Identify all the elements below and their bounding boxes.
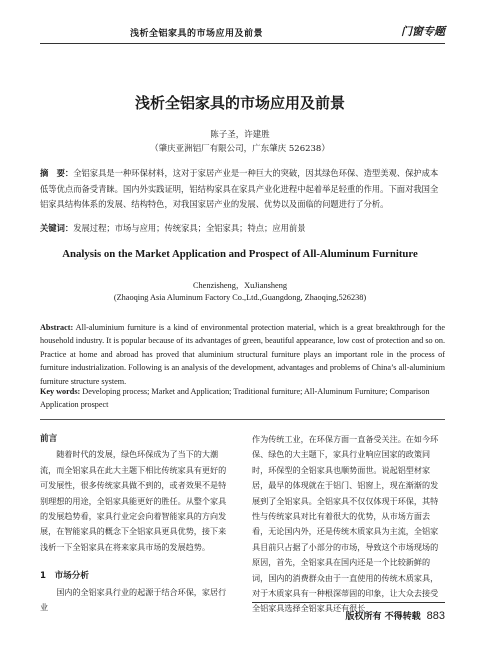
page-header (40, 22, 445, 42)
section-1-paragraph: 国内的全铝家具行业的起源于结合环保，家居行业 (40, 586, 227, 613)
abstract-cn (40, 166, 445, 213)
authors-en: Chenzisheng，XuJiansheng (192, 281, 288, 290)
right-column (252, 432, 446, 617)
abstract-en (40, 321, 445, 388)
abstract-cn-text: 全铝家具是一种环保材料，这对于家居产业是一种巨大的突破，因其绿色环保、造型美观、保护成本低等优点而备受青睐。国内外实践证明，铝结构家具在家具产业化进程中起着举足轻重的作用。下面对我国全铝家具结构体系的发展、结构特色，对我国家居产业的发展、优势以及面临的问题进行了分析。 (40, 168, 439, 209)
keywords-en-text: Developing process; Market and Application; Traditional furniture; All-Aluminum Furniture; Comparison Application prospect (40, 387, 430, 410)
abstract-en-label: Abstract: (40, 323, 74, 332)
header-rule (40, 43, 445, 44)
copyright-notice: 版权所有 不得转载 (345, 612, 421, 622)
keywords-en (40, 385, 445, 412)
keywords-en-label: Key words: (40, 387, 81, 396)
affiliation-en: (Zhaoqing Asia Aluminum Factory Co.,Ltd.,Guangdong, Zhaoqing,526238) (113, 293, 367, 302)
abstract-en-text: All-aluminium furniture is a kind of environmental protection material, which is a great breakthrough for the household industry. It is popular because of its advantages of green, beautiful appearance, low cost of protection and so on. Practice at home and abroad has proved that aluminium structural furniture plays an important role in the process of furniture industrialization. Following is an analysis of the development, advantages and problems of China’s all-aluminium furniture structure system. (40, 323, 445, 386)
article-title-en: Analysis on the Market Application and Prospect of All-Aluminum Furniture (62, 248, 418, 260)
authors-cn: 陈子圣，许建胜 (210, 130, 270, 140)
article-title-cn: 浅析全铝家具的市场应用及前景 (134, 94, 345, 112)
right-column-paragraph: 作为传统工业，在环保方面一直备受关注。在如今环保、绿色的大主题下，家具行业响应国家的政策同时，环保型的全铝家具也顺势面世。说起铝型材家居，最早的体现就在于铝门、铝窗上，现在渐渐的发展到了全铝家具。全铝家具不仅仅体现于环保，其特性与传统家具对比有着很大的优势，从市场方面去看，无论国内外，还是传统木质家具为主流，全铝家具目前只占据了小部分的市场，导致这个市场现场的原因，首先，全铝家具在国内还是一个比较新鲜的词，国内的消费群众由于一直使用的传统木质家具，对于木质家具有一种根深蒂固的印象，让大众去接受全铝家具选择全铝家具还有很长 (252, 434, 439, 614)
running-title: 浅析全铝家具的市场应用及前景 (130, 29, 264, 39)
spacer (40, 555, 234, 569)
foreword-paragraph: 随着时代的发展，绿色环保成为了当下的大潮流，而全铝家具在此大主题下相比传统家具有更好的可发展性，很多传统家具做不到的，或者效果不是特别理想的用途，全铝家具能更好的胜任。从整个家具的发展趋势看，家具行业定会向着智能家具的方向发展，在智能家具的概念下全铝家具更具优势，接下来浅析一下全铝家具在将来家具市场的发展趋势。 (40, 449, 227, 552)
column-name: 门窗专题 (401, 25, 445, 38)
keywords-cn-text: 发展过程；市场与应用；传统家具；全铝家具；特点；应用前景 (73, 223, 306, 233)
page-number: 883 (426, 610, 445, 622)
section-divider (40, 419, 445, 420)
footer-rule (252, 602, 445, 603)
keywords-cn-label: 关键词： (40, 223, 74, 233)
section-1-heading: 1 市场分析 (40, 571, 89, 582)
page-footer (346, 609, 446, 622)
left-column (40, 432, 234, 615)
foreword-heading: 前言 (40, 434, 58, 444)
keywords-cn (40, 222, 445, 234)
affiliation-cn: （肇庆亚洲铝厂有限公司，广东肇庆 526238） (150, 144, 330, 154)
abstract-cn-label: 摘 要： (40, 168, 74, 178)
